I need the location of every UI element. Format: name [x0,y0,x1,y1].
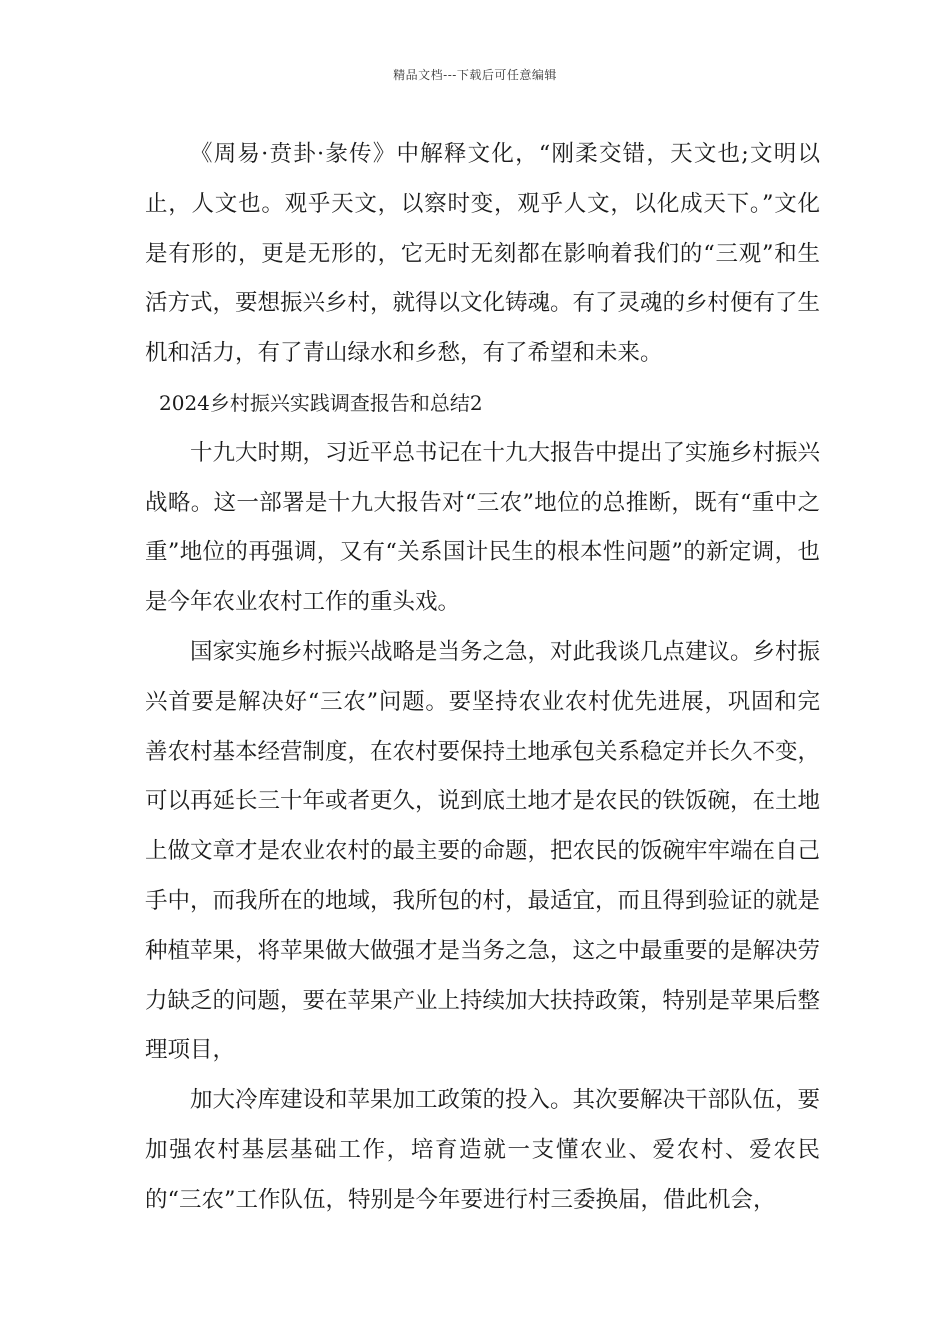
paragraph-culture: 《周易·贲卦·彖传》中解释文化，“刚柔交错，天文也;文明以止，人文也。观乎天文，以察时变，观乎人文，以化成天下。”文化是有形的，更是无形的，它无时无刻都在影响着我们的“三观”和生活方式，要想振兴乡村，就得以文化铸魂。有了灵魂的乡村便有了生机和活力，有了青山绿水和乡愁，有了希望和未来。 [145,141,821,367]
paragraph-nineteenth-congress: 十九大时期，习近平总书记在十九大报告中提出了实施乡村振兴战略。这一部署是十九大报告对“三农”地位的总推断，既有“重中之重”地位的再强调，又有“关系国计民生的根本性问题”的新定调，也是今年农业农村工作的重头戏。 [145,439,821,616]
document-body [145,130,820,1226]
paragraph-cold-storage: 加大冷库建设和苹果加工政策的投入。其次要解决干部队伍，要加强农村基层基础工作，培育造就一支懂农业、爱农村、爱农民的“三农”工作队伍，特别是今年要进行村三委换届，借此机会， [145,1087,821,1213]
page-header: 精品文档---下载后可任意编辑 [393,68,557,82]
section-heading: 2024乡村振兴实践调查报告和总结2 [159,390,483,415]
paragraph-suggestions: 国家实施乡村振兴战略是当务之急，对此我谈几点建议。乡村振兴首要是解决好“三农”问题。要坚持农业农村优先进展，巩固和完善农村基本经营制度，在农村要保持土地承包关系稳定并长久不变，可以再延长三十年或者更久，说到底土地才是农民的铁饭碗，在土地上做文章才是农业农村的最主要的命题，把农民的饭碗牢牢端在自己手中，而我所在的地域，我所包的村，最适宜，而且得到验证的就是种植苹果，将苹果做大做强才是当务之急，这之中最重要的是解决劳力缺乏的问题，要在苹果产业上持续加大扶持政策，特别是苹果后整理项目， [145,638,821,1064]
